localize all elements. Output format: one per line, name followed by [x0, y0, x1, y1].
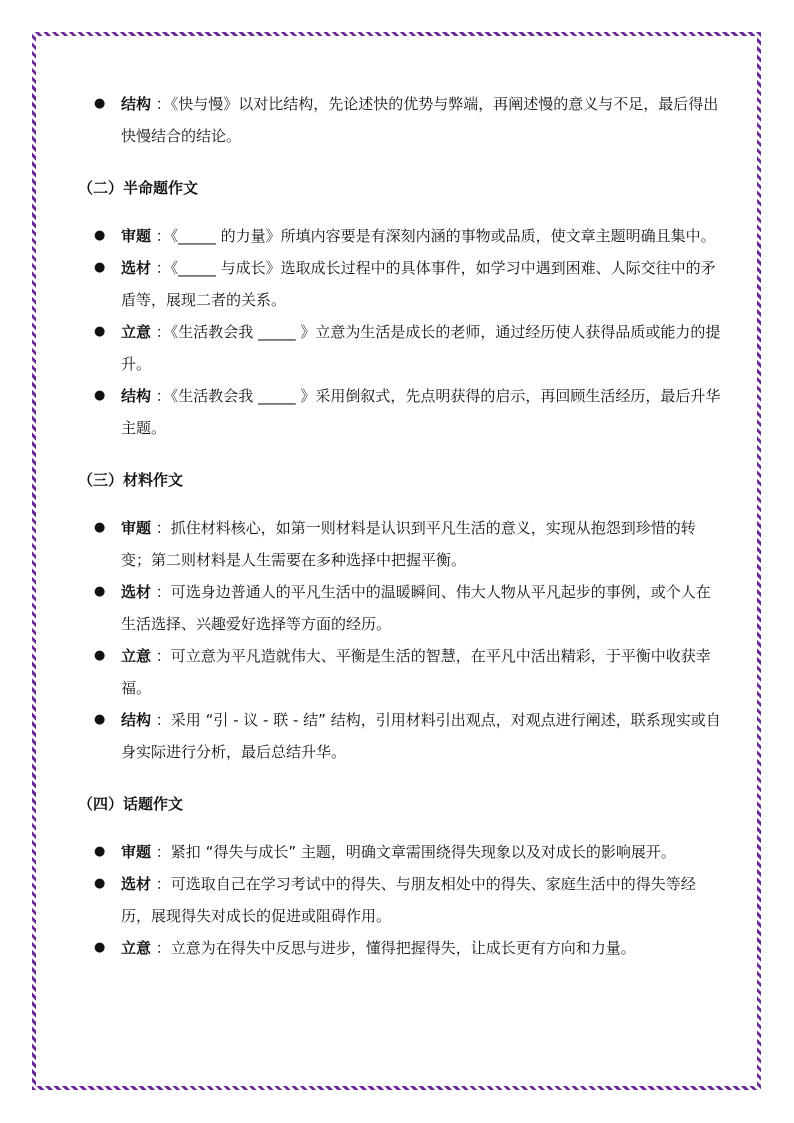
item-text: 《生活教会我 _____ 》采用倒叙式，先点明获得的启示，再回顾生活经历，最后升华主题。	[121, 387, 721, 437]
item-text: 立意为在得失中反思与进步，懂得把握得失，让成长更有方向和力量。	[170, 939, 636, 957]
item-separator: ：	[151, 323, 171, 341]
bullet-icon: ●	[94, 584, 106, 599]
item-text: 《_____ 的力量》所填内容要是有深刻内涵的事物或品质，使文章主题明确且集中。	[170, 227, 716, 245]
section-heading: （三）材料作文	[78, 471, 184, 489]
item-label: 结构	[121, 95, 152, 113]
item-text: 《生活教会我 _____ 》立意为生活是成长的老师，通过经历使人获得品质或能力的提升。	[121, 323, 721, 373]
item-label: 结构	[121, 387, 152, 405]
item-label: 立意	[121, 647, 152, 665]
section-list	[80, 512, 722, 768]
item-separator: ：	[151, 519, 171, 537]
item-label: 结构	[121, 711, 152, 729]
item-separator: ：	[151, 875, 171, 893]
list-item	[80, 704, 722, 768]
bullet-icon: ●	[94, 520, 106, 535]
item-text: 采用 “引 - 议 - 联 - 结” 结构，引用材料引出观点，对观点进行阐述，联系现实或自身实际进行分析，最后总结升华。	[121, 711, 721, 761]
item-text: 可选取自己在学习考试中的得失、与朋友相处中的得失、家庭生活中的得失等经历，展现得失对成长的促进或阻碍作用。	[121, 875, 696, 925]
bullet-icon: ●	[94, 712, 106, 727]
item-label: 立意	[121, 939, 152, 957]
intro-list	[80, 88, 722, 152]
list-item	[80, 380, 722, 444]
list-item	[80, 512, 722, 576]
bullet-icon: ●	[94, 324, 106, 339]
list-item	[80, 316, 722, 380]
bullet-icon: ●	[94, 388, 106, 403]
item-separator: ：	[151, 711, 171, 729]
item-text: 可立意为平凡造就伟大、平衡是生活的智慧，在平凡中活出精彩，于平衡中收获幸福。	[121, 647, 711, 697]
item-separator: ：	[151, 95, 171, 113]
item-label: 审题	[121, 227, 152, 245]
item-separator: ：	[151, 843, 171, 861]
bullet-icon: ●	[94, 228, 106, 243]
list-item	[80, 220, 722, 252]
list-item	[80, 88, 722, 152]
document-body	[80, 88, 722, 964]
list-item	[80, 576, 722, 640]
list-item	[80, 640, 722, 704]
item-label: 选材	[121, 259, 152, 277]
bullet-icon: ●	[94, 648, 106, 663]
bullet-icon: ●	[94, 96, 106, 111]
item-separator: ：	[151, 583, 171, 601]
section-list	[80, 220, 722, 444]
list-item	[80, 836, 722, 868]
item-text: 紧扣 “得失与成长” 主题，明确文章需围绕得失现象以及对成长的影响展开。	[170, 843, 676, 861]
item-separator: ：	[151, 387, 171, 405]
list-item	[80, 252, 722, 316]
item-separator: ：	[151, 939, 171, 957]
bullet-icon: ●	[94, 876, 106, 891]
item-label: 选材	[121, 583, 152, 601]
item-separator: ：	[151, 227, 171, 245]
list-item	[80, 932, 722, 964]
item-label: 选材	[121, 875, 152, 893]
item-text: 抓住材料核心，如第一则材料是认识到平凡生活的意义，实现从抱怨到珍惜的转变；第二则材料是人生需要在多种选择中把握平衡。	[121, 519, 696, 569]
item-label: 审题	[121, 519, 152, 537]
list-item	[80, 868, 722, 932]
section-heading: （二）半命题作文	[78, 179, 199, 197]
bullet-icon: ●	[94, 940, 106, 955]
item-text: 可选身边普通人的平凡生活中的温暖瞬间、伟大人物从平凡起步的事例，或个人在生活选择、兴趣爱好选择等方面的经历。	[121, 583, 711, 633]
bullet-icon: ●	[94, 844, 106, 859]
item-label: 审题	[121, 843, 152, 861]
item-separator: ：	[151, 647, 171, 665]
section-heading: （四）话题作文	[78, 795, 184, 813]
item-separator: ：	[151, 259, 171, 277]
item-text: 《_____ 与成长》选取成长过程中的具体事件，如学习中遇到困难、人际交往中的矛盾等，展现二者的关系。	[121, 259, 716, 309]
bullet-icon: ●	[94, 260, 106, 275]
item-label: 立意	[121, 323, 152, 341]
item-text: 《快与慢》以对比结构，先论述快的优势与弊端，再阐述慢的意义与不足，最后得出快慢结合的结论。	[121, 95, 719, 145]
section-list	[80, 836, 722, 964]
